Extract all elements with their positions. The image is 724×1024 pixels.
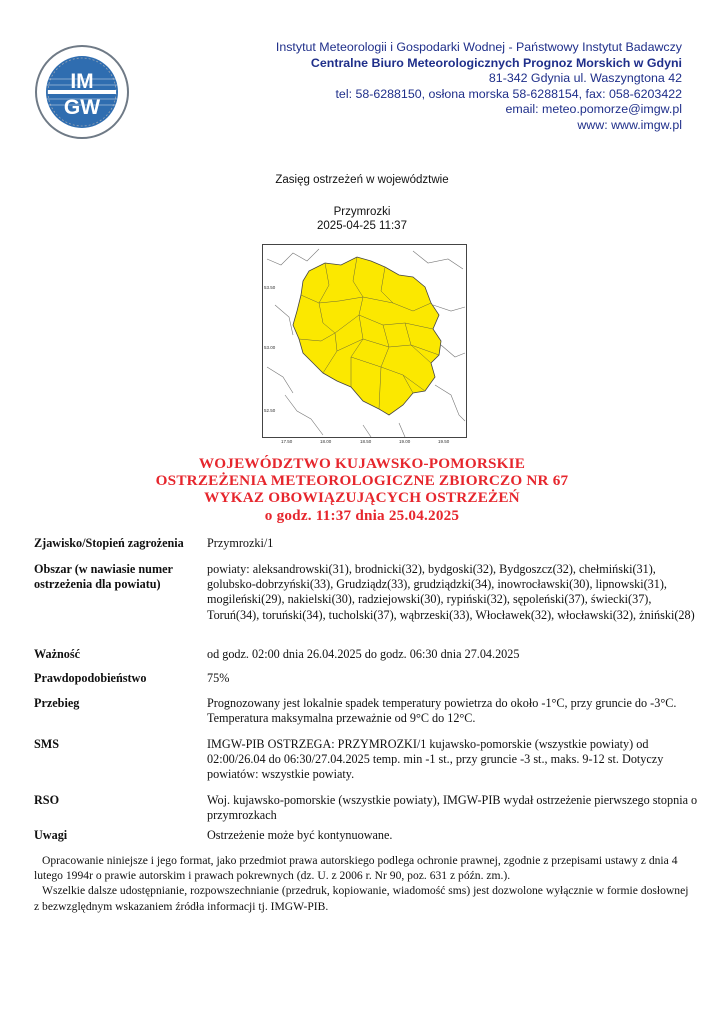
lon-label: 18.50 <box>360 439 372 444</box>
label-sms: SMS <box>34 737 60 751</box>
warning-map-svg <box>263 245 466 444</box>
value-area: powiaty: aleksandrowski(31), brodnicki(32), bydgoski(32), Bydgoszcz(32), chełmiński(31), golubsko-dobrzyński(33), Grudziądz(33), grudziądzki(34), inowrocławski(30), lipnowski(31), mogileński(29), nakielski(30), radziejowski(30), rypiński(32), sępoleński(37), świecki(37), Toruń(34), toruński(34), tucholski(37), wąbrzeski(33), Włocławek(32), włocławski(32), żniński(28) <box>207 562 695 622</box>
value-sms: IMGW-PIB OSTRZEGA: PRZYMROZKI/1 kujawsko-pomorskie (wszystkie powiaty) od 02:00/26.04 do 06:30/27.04.2025 temp. min -1 st., przy gruncie -3 st., maks. 9-12 st. Dotyczy powiatów: wszystkie powiaty. <box>207 737 664 782</box>
logo-text-bottom: GW <box>63 96 101 119</box>
lon-label: 19.50 <box>438 439 450 444</box>
voivodeship-region <box>293 257 441 415</box>
map-datetime: 2025-04-25 11:37 <box>317 220 407 232</box>
header-phone: tel: 58-6288150, osłona morska 58-6288154, fax: 058-6203422 <box>335 86 682 101</box>
label-area: Obszar (w nawiasie numer ostrzeżenia dla powiatu) <box>34 562 173 592</box>
label-validity: Ważność <box>34 647 81 661</box>
title-warnings: OSTRZEŻENIA METEOROLOGICZNE ZBIORCZO NR 67 <box>155 472 569 490</box>
title-voivodeship: WOJEWÓDZTWO KUJAWSKO-POMORSKIE <box>198 455 526 472</box>
lon-label: 17.50 <box>281 439 293 444</box>
title-date: o godz. 11:37 dnia 25.04.2025 <box>264 506 460 524</box>
label-phenomenon: Zjawisko/Stopień zagrożenia <box>34 536 184 550</box>
lon-label: 18.00 <box>320 439 332 444</box>
label-rso: RSO <box>34 793 60 807</box>
copyright-footer <box>34 853 696 914</box>
map-title: Zasięg ostrzeżeń w województwie <box>275 174 449 186</box>
value-validity: od godz. 02:00 dnia 26.04.2025 do godz. 06:30 dnia 27.04.2025 <box>207 647 520 661</box>
document-title <box>0 455 724 524</box>
lat-label: 53.00 <box>264 345 276 350</box>
value-phenomenon: Przymrozki/1 <box>207 536 274 550</box>
lat-label: 52.50 <box>264 408 276 413</box>
footer-copyright: Opracowanie niniejsze i jego format, jako przedmiot prawa autorskiego podlega ochronie prawnej, zgodnie z przepisami ustawy z dnia 4 lutego 1994r o prawie autorskim i prawach pokrewnych (dz. U. z 2006 r. Nr 90, poz. 631 z późn. zm.). <box>34 854 678 883</box>
lon-label: 19.00 <box>399 439 411 444</box>
value-course: Prognozowany jest lokalnie spadek temperatury powietrza do około -1°C, przy gruncie do -3°C. Temperatura maksymalna przeważnie od 9°C do 12°C. <box>207 696 677 726</box>
value-notes: Ostrzeżenie może być kontynuowane. <box>207 828 393 842</box>
value-rso: Woj. kujawsko-pomorskie (wszystkie powiaty), IMGW-PIB wydał ostrzeżenie pierwszego stopnia o przymrozkach <box>207 793 698 823</box>
title-list: WYKAZ OBOWIĄZUJĄCYCH OSTRZEŻEŃ <box>204 489 520 507</box>
logo-text-top: IM <box>70 70 94 93</box>
header-website: www: www.imgw.pl <box>577 117 682 132</box>
label-probability: Prawdopodobieństwo <box>34 671 147 685</box>
header-email: email: meteo.pomorze@imgw.pl <box>505 102 682 117</box>
imgw-logo <box>34 44 130 140</box>
value-probability: 75% <box>207 671 230 685</box>
institute-header <box>276 40 682 134</box>
imgw-logo-graphic <box>34 44 130 140</box>
label-course: Przebieg <box>34 696 80 710</box>
map-phenomenon: Przymrozki <box>333 206 391 218</box>
label-notes: Uwagi <box>34 828 68 842</box>
header-bureau-name: Centralne Biuro Meteorologicznych Prognoz Morskich w Gdyni <box>310 55 682 70</box>
warning-map <box>262 244 467 444</box>
footer-distribution: Wszelkie dalsze udostępnianie, rozpowszechnianie (przedruk, kopiowanie, wiadomość sms) jest dozwolone wyłącznie w formie dosłownej z bezwzględnym wskazaniem źródła informacji tj. IMGW-PIB. <box>34 884 689 913</box>
map-caption <box>0 205 724 233</box>
header-institute-name: Instytut Meteorologii i Gospodarki Wodnej - Państwowy Instytut Badawczy <box>275 40 682 54</box>
header-address: 81-342 Gdynia ul. Waszyngtona 42 <box>488 71 682 86</box>
lat-label: 53.50 <box>264 285 276 290</box>
